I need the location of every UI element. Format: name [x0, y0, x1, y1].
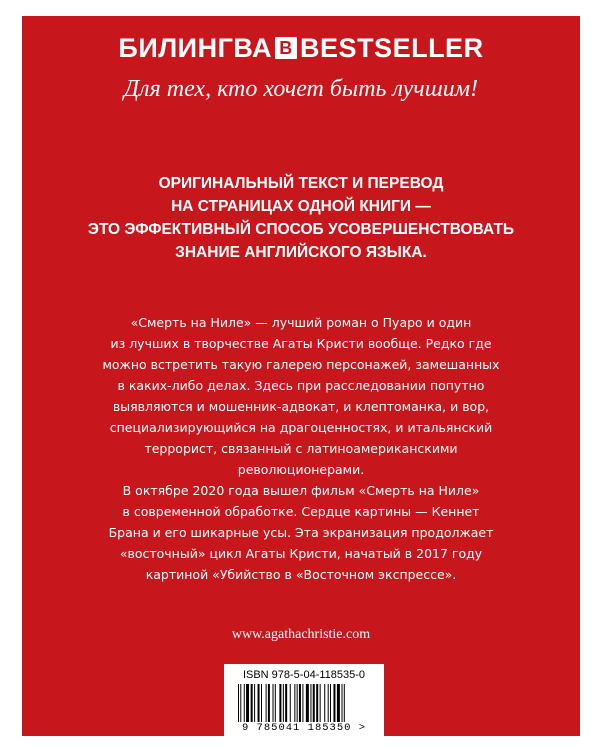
barcode-bar — [273, 684, 274, 724]
barcode-bar — [275, 684, 276, 724]
barcode-bar — [328, 684, 329, 724]
barcode-bar — [244, 684, 245, 724]
headline-line: ОРИГИНАЛЬНЫЙ ТЕКСТ И ПЕРЕВОД — [158, 175, 444, 192]
barcode-bar — [299, 684, 301, 724]
series-name-left: БИЛИНГВА — [118, 33, 273, 63]
barcode-bar — [324, 684, 325, 724]
barcode-bar — [310, 684, 311, 724]
barcode-bar — [246, 684, 249, 724]
barcode-bar — [279, 684, 281, 724]
barcode-bar — [302, 684, 303, 724]
series-name-right: BESTSELLER — [300, 33, 484, 63]
barcode-bar — [285, 684, 287, 724]
paragraph-line: в современной обработке. Сердце картины — Кеннет — [122, 504, 480, 519]
isbn-text: ISBN 978-5-04-118535-0 — [242, 669, 366, 681]
barcode-image — [238, 684, 374, 724]
barcode-bar — [320, 684, 321, 724]
barcode-bar — [330, 684, 331, 724]
barcode-bar — [251, 684, 253, 724]
headline-line: НА СТРАНИЦАХ ОДНОЙ КНИГИ — — [171, 198, 431, 215]
barcode-bar — [240, 684, 241, 724]
barcode-bar — [344, 684, 345, 724]
paragraph-line: Брана и его шикарные усы. Эта экранизация продолжает — [108, 525, 494, 540]
book-back-cover — [22, 16, 580, 736]
description-paragraph-1 — [22, 312, 580, 480]
barcode-bar — [290, 684, 291, 724]
barcode-bar — [294, 684, 295, 724]
paragraph-line: «Смерть на Ниле» — лучший роман о Пуаро и один — [130, 315, 472, 330]
barcode-bar — [316, 684, 318, 724]
paragraph-line: из лучших в творчестве Агаты Кристи вообще. Редко где — [110, 336, 492, 351]
series-logo — [22, 32, 580, 64]
paragraph-line: выявляются и мошенник-адвокат, и клептоманка, и вор, — [112, 399, 490, 414]
barcode-bar — [268, 684, 270, 724]
barcode-bar — [258, 684, 260, 724]
headline-line: ЭТО ЭФФЕКТИВНЫЙ СПОСОБ УСОВЕРШЕНСТВОВАТЬ — [87, 221, 515, 238]
paragraph-line: картиной «Убийство в «Восточном экспрессе». — [145, 567, 457, 582]
barcode-bar — [266, 684, 267, 724]
barcode-bar — [261, 684, 262, 724]
headline — [22, 172, 580, 264]
headline-line: ЗНАНИЕ АНГЛИЙСКОГО ЯЗЫКА. — [175, 244, 427, 261]
paragraph-line: в каких-либо делах. Здесь при расследовании попутно — [117, 378, 485, 393]
barcode-block — [224, 664, 384, 736]
series-tagline: Для тех, кто хочет быть лучшим! — [123, 76, 479, 102]
series-logo-icon: B — [275, 37, 297, 59]
description-paragraph-2 — [22, 480, 580, 585]
paragraph-line: специализирующийся на драгоценностях, и итальянский — [109, 420, 493, 435]
website-url: www.agathachristie.com — [231, 627, 371, 642]
barcode-bar — [337, 684, 340, 724]
paragraph-line: революционерами. — [237, 462, 365, 477]
paragraph-line: террорист, связанный с латиноамериканскими — [144, 441, 458, 456]
barcode-bar — [306, 684, 309, 724]
barcode-bar — [313, 684, 315, 724]
barcode-bar — [342, 684, 343, 724]
barcode-bar — [333, 684, 335, 724]
barcode-bar — [283, 684, 284, 724]
barcode-bar — [238, 684, 239, 724]
barcode-digits: 9 785041 185350 > — [224, 722, 384, 734]
paragraph-line: можно встретить такую галерею персонажей, замешанных — [102, 357, 500, 372]
barcode-bar — [297, 684, 298, 724]
paragraph-line: «восточный» цикл Агаты Кристи, начатый в 2017 году — [119, 546, 483, 561]
paragraph-line: В октябре 2020 года вышел фильм «Смерть на Ниле» — [122, 483, 480, 498]
barcode-bar — [254, 684, 255, 724]
